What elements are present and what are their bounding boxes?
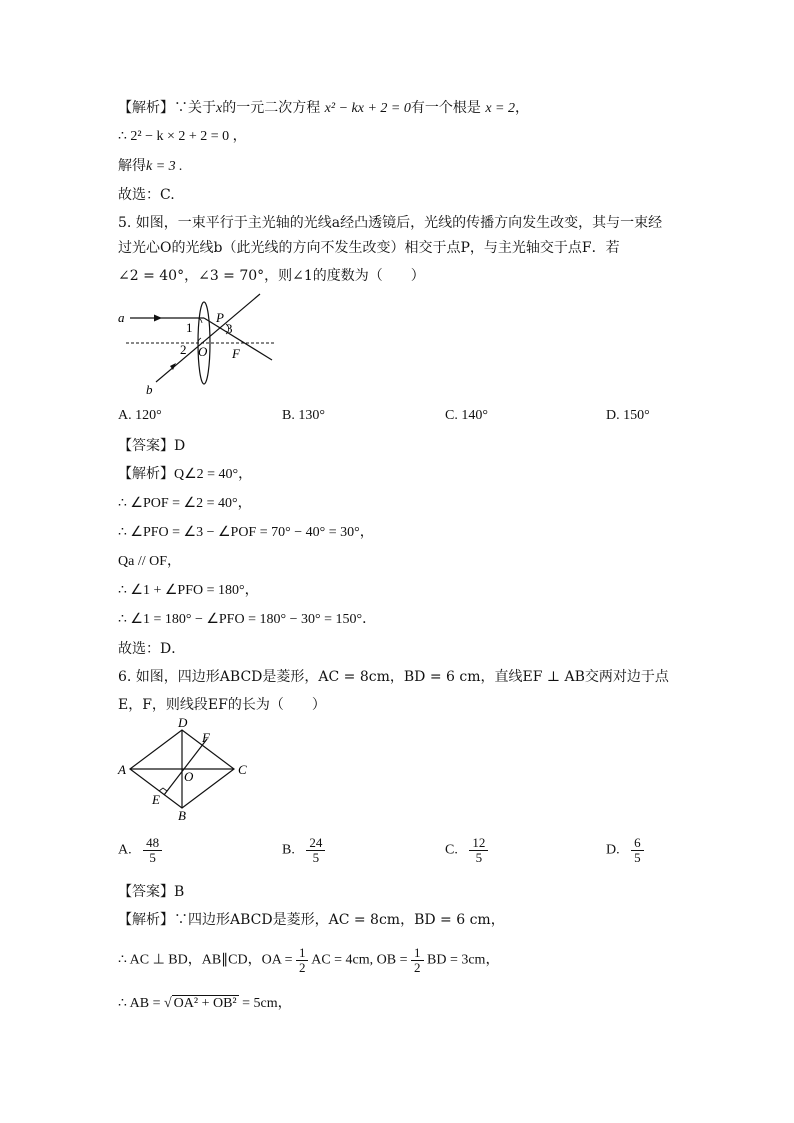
q4-solution-line-1: [118, 98, 529, 119]
choice-letter: D.: [606, 842, 620, 858]
text: ∴ AC ⊥ BD，AB∥CD，OA =: [118, 952, 293, 968]
label-B: B: [178, 808, 186, 823]
q5-stem-line-3: ∠2 = 40°，∠3 = 70°，则∠1的度数为（ ）: [118, 268, 425, 284]
label-2: 2: [180, 342, 187, 357]
numerator: 12: [469, 836, 488, 851]
q4-solution-line-2: ∴ 2² − k × 2 + 2 = 0 ，: [118, 129, 247, 144]
q5-choice-line: 故选：D．: [118, 641, 186, 657]
q6-choice-b[interactable]: [282, 836, 325, 865]
label-P: P: [216, 310, 224, 325]
text: 的一元二次方程: [222, 100, 321, 116]
label-F: F: [202, 730, 210, 745]
q5-stem-line-2: 过光心O的光线b（此光线的方向不发生改变）相交于点P，与主光轴交于点F．若: [118, 240, 620, 256]
numerator: 1: [411, 946, 424, 961]
rhombus-diagram: [112, 714, 262, 826]
text: 有一个根是: [410, 100, 481, 116]
q5-stem-line-1: 5. 如图，一束平行于主光轴的光线a经凸透镜后，光线的传播方向发生改变，其与一束经: [118, 215, 663, 231]
segment-ef: [164, 739, 207, 795]
q6-choice-d[interactable]: [606, 836, 644, 865]
q5-solution-line-5: ∴ ∠1 + ∠PFO = 180°，: [118, 583, 259, 598]
q6-solution-line-3: ∴ AB = √ OA² + OB² = 5cm，: [118, 996, 292, 1011]
q4-solution-line-3: [118, 156, 183, 177]
q5-answer: 【答案】D: [118, 438, 186, 454]
arrow-icon: [154, 315, 162, 322]
q6-choice-c[interactable]: [445, 836, 488, 865]
choice-letter: B.: [282, 842, 295, 858]
denominator: 5: [149, 850, 156, 865]
denominator: 5: [475, 850, 483, 865]
fraction: [143, 836, 162, 865]
denominator: 5: [634, 850, 641, 865]
radicand: OA² + OB²: [173, 996, 237, 1011]
denominator: 5: [312, 850, 320, 865]
fraction: [411, 946, 424, 975]
q5-solution-line-6: ∴ ∠1 = 180° − ∠PFO = 180° − 30° = 150°．: [118, 612, 377, 627]
q6-stem-line-2: E，F，则线段EF的长为（ ）: [118, 697, 326, 713]
text: ∴ AB =: [118, 996, 161, 1011]
label-O: O: [184, 769, 194, 784]
q6-stem-line-1: 6. 如图，四边形ABCD是菱形，AC = 8cm，BD = 6 cm，直线EF ⊥ AB交两对边于点: [118, 669, 669, 685]
q5-choice-a[interactable]: A. 120°: [118, 408, 162, 423]
label-O: O: [198, 344, 208, 359]
q4-choice-line: 故选：C.: [118, 187, 175, 203]
right-angle-mark: [159, 788, 167, 791]
ray-b: [156, 294, 260, 382]
text: 解得: [118, 158, 146, 174]
text: BD = 3cm，: [427, 952, 500, 968]
math-var: x: [216, 101, 223, 116]
equation: x² − kx + 2 = 0: [324, 101, 411, 116]
fraction: [631, 836, 644, 865]
label-A: A: [118, 762, 126, 777]
q5-solution-line-3: ∴ ∠PFO = ∠3 − ∠POF = 70° − 40° = 30°，: [118, 525, 374, 540]
numerator: 24: [306, 836, 325, 851]
q5-solution-line-4: Qa // OF，: [118, 554, 181, 569]
solution-tag: 【解析】: [118, 100, 174, 116]
numerator: 6: [631, 836, 644, 851]
q6-answer: 【答案】B: [118, 884, 185, 900]
text: ，: [514, 100, 529, 116]
q5-solution-line-2: ∴ ∠POF = ∠2 = 40°，: [118, 496, 252, 511]
denominator: 2: [298, 960, 306, 975]
label-F: F: [232, 346, 240, 361]
result: k = 3 .: [146, 159, 183, 174]
text: = 5cm，: [242, 996, 292, 1011]
label-C: C: [238, 762, 247, 777]
q6-solution-line-2: [118, 946, 499, 975]
choice-letter: A.: [118, 842, 132, 858]
label-1: 1: [186, 320, 193, 335]
text: AC = 4cm, OB =: [311, 952, 408, 968]
q5-choice-d[interactable]: D. 150°: [606, 408, 650, 423]
q6-choice-a[interactable]: [118, 836, 162, 865]
root-value: x = 2: [485, 101, 515, 116]
choice-letter: C.: [445, 842, 458, 858]
q5-solution-line-1: 【解析】Q∠2 = 40°，: [118, 467, 253, 482]
q5-choice-c[interactable]: C. 140°: [445, 408, 488, 423]
label-b: b: [146, 382, 153, 397]
q6-solution-line-1: 【解析】∵四边形ABCD是菱形，AC = 8cm，BD = 6 cm，: [118, 912, 505, 928]
q5-choice-b[interactable]: B. 130°: [282, 408, 325, 423]
fraction: [306, 836, 325, 865]
label-D: D: [178, 715, 188, 730]
fraction: [469, 836, 488, 865]
text: ∵关于: [174, 100, 216, 116]
denominator: 2: [414, 960, 421, 975]
numerator: 1: [296, 946, 309, 961]
numerator: 48: [143, 836, 162, 851]
fraction: [296, 946, 309, 975]
label-E: E: [152, 792, 160, 807]
label-3: 3: [226, 321, 233, 336]
label-a: a: [118, 310, 125, 325]
lens-diagram: [112, 290, 282, 400]
